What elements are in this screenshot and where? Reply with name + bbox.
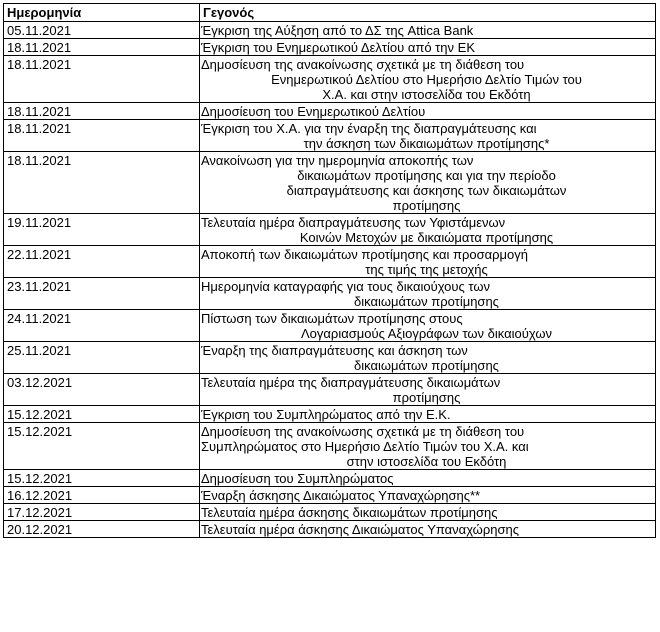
- event-cell: [200, 278, 656, 310]
- event-line: Κοινών Μετοχών με δικαιώματα προτίμησης: [299, 230, 554, 245]
- date-cell: 19.11.2021: [4, 214, 200, 246]
- event-line: Συμπληρώματος στο Ημερήσιο Δελτίο Τιμών του Χ.Α. και: [201, 439, 529, 454]
- event-line: Έγκριση του Συμπληρώματος από την Ε.Κ.: [201, 407, 451, 422]
- table-row: [4, 56, 656, 103]
- date-cell: 16.12.2021: [4, 487, 200, 504]
- table-row: [4, 120, 656, 152]
- date-cell: 03.12.2021: [4, 374, 200, 406]
- date-cell: 24.11.2021: [4, 310, 200, 342]
- table-row: [4, 214, 656, 246]
- table-row: [4, 521, 656, 538]
- event-cell: [200, 504, 656, 521]
- event-cell: [200, 310, 656, 342]
- event-line: διαπραγμάτευσης και άσκησης των δικαιωμάτων: [286, 183, 567, 198]
- event-line: Τελευταία ημέρα της διαπραγμάτευσης δικαιωμάτων: [201, 375, 501, 390]
- event-cell: [200, 342, 656, 374]
- header-row: [4, 4, 656, 22]
- event-line: Δημοσίευση της ανακοίνωσης σχετικά με τη διάθεση του: [201, 57, 525, 72]
- date-cell: 18.11.2021: [4, 120, 200, 152]
- event-line: προτίμησης: [392, 198, 461, 213]
- event-line: Έναρξη άσκησης Δικαιώματος Υπαναχώρησης**: [201, 488, 481, 503]
- event-cell: [200, 152, 656, 214]
- event-cell: [200, 423, 656, 470]
- timetable-container: [3, 3, 655, 538]
- table-row: [4, 487, 656, 504]
- event-line: στην ιστοσελίδα του Εκδότη: [346, 454, 507, 469]
- date-cell: 20.12.2021: [4, 521, 200, 538]
- event-line: δικαιωμάτων προτίμησης και για την περίοδο: [297, 168, 556, 183]
- table-row: [4, 374, 656, 406]
- date-cell: 22.11.2021: [4, 246, 200, 278]
- table-row: [4, 406, 656, 423]
- event-cell: [200, 214, 656, 246]
- event-line: Λογαριασμούς Αξιογράφων των δικαιούχων: [301, 326, 552, 341]
- event-line: Πίστωση των δικαιωμάτων προτίμησης στους: [201, 311, 463, 326]
- event-cell: [200, 246, 656, 278]
- event-line: της τιμής της μετοχής: [365, 262, 488, 277]
- event-cell: [200, 39, 656, 56]
- event-line: Έναρξη της διαπραγμάτευσης και άσκηση των: [201, 343, 468, 358]
- table-row: [4, 278, 656, 310]
- table-row: [4, 246, 656, 278]
- table-row: [4, 39, 656, 56]
- event-cell: [200, 56, 656, 103]
- event-line: Έγκριση του Χ.Α. για την έναρξη της διαπραγμάτευσης και: [201, 121, 537, 136]
- event-line: δικαιωμάτων προτίμησης: [354, 294, 499, 309]
- event-cell: [200, 120, 656, 152]
- date-cell: 18.11.2021: [4, 103, 200, 120]
- event-line: Ανακοίνωση για την ημερομηνία αποκοπής των: [201, 153, 474, 168]
- table-row: [4, 423, 656, 470]
- event-line: Δημοσίευση της ανακοίνωσης σχετικά με τη διάθεση του: [201, 424, 525, 439]
- date-cell: 15.12.2021: [4, 423, 200, 470]
- event-line: Έγκριση της Αύξηση από το ΔΣ της Attica Bank: [201, 23, 474, 38]
- event-line: Έγκριση του Ενημερωτικού Δελτίου από την ΕΚ: [201, 40, 475, 55]
- timetable-body: [4, 22, 656, 538]
- date-cell: 23.11.2021: [4, 278, 200, 310]
- table-row: [4, 22, 656, 39]
- date-cell: 15.12.2021: [4, 406, 200, 423]
- date-cell: 18.11.2021: [4, 39, 200, 56]
- timetable: [3, 3, 656, 538]
- event-line: Ενημερωτικού Δελτίου στο Ημερήσιο Δελτίο Τιμών του: [271, 72, 582, 87]
- event-line: την άσκηση των δικαιωμάτων προτίμησης*: [303, 136, 550, 151]
- event-cell: [200, 521, 656, 538]
- event-line: δικαιωμάτων προτίμησης: [354, 358, 499, 373]
- event-line: Τελευταία ημέρα άσκησης Δικαιώματος Υπαναχώρησης: [201, 522, 519, 537]
- table-row: [4, 103, 656, 120]
- event-line: Τελευταία ημέρα άσκησης δικαιωμάτων προτίμησης: [201, 505, 498, 520]
- event-line: Δημοσίευση του Ενημερωτικού Δελτίου: [201, 104, 426, 119]
- table-row: [4, 504, 656, 521]
- date-cell: 25.11.2021: [4, 342, 200, 374]
- event-cell: [200, 406, 656, 423]
- event-line: Δημοσίευση του Συμπληρώματος: [201, 471, 394, 486]
- event-line: προτίμησης: [392, 390, 461, 405]
- event-cell: [200, 487, 656, 504]
- table-row: [4, 342, 656, 374]
- date-cell: 18.11.2021: [4, 152, 200, 214]
- event-line: Χ.Α. και στην ιστοσελίδα του Εκδότη: [322, 87, 531, 102]
- event-line: Ημερομηνία καταγραφής για τους δικαιούχους των: [201, 279, 490, 294]
- table-row: [4, 470, 656, 487]
- date-cell: 17.12.2021: [4, 504, 200, 521]
- event-cell: [200, 22, 656, 39]
- date-cell: 05.11.2021: [4, 22, 200, 39]
- event-line: Αποκοπή των δικαιωμάτων προτίμησης και προσαρμογή: [201, 247, 528, 262]
- date-column-header: Ημερομηνία: [4, 4, 200, 22]
- date-cell: 18.11.2021: [4, 56, 200, 103]
- event-cell: [200, 374, 656, 406]
- event-cell: [200, 103, 656, 120]
- event-cell: [200, 470, 656, 487]
- date-cell: 15.12.2021: [4, 470, 200, 487]
- event-column-header: Γεγονός: [200, 4, 656, 22]
- table-row: [4, 152, 656, 214]
- table-row: [4, 310, 656, 342]
- event-line: Τελευταία ημέρα διαπραγμάτευσης των Υφιστάμενων: [201, 215, 506, 230]
